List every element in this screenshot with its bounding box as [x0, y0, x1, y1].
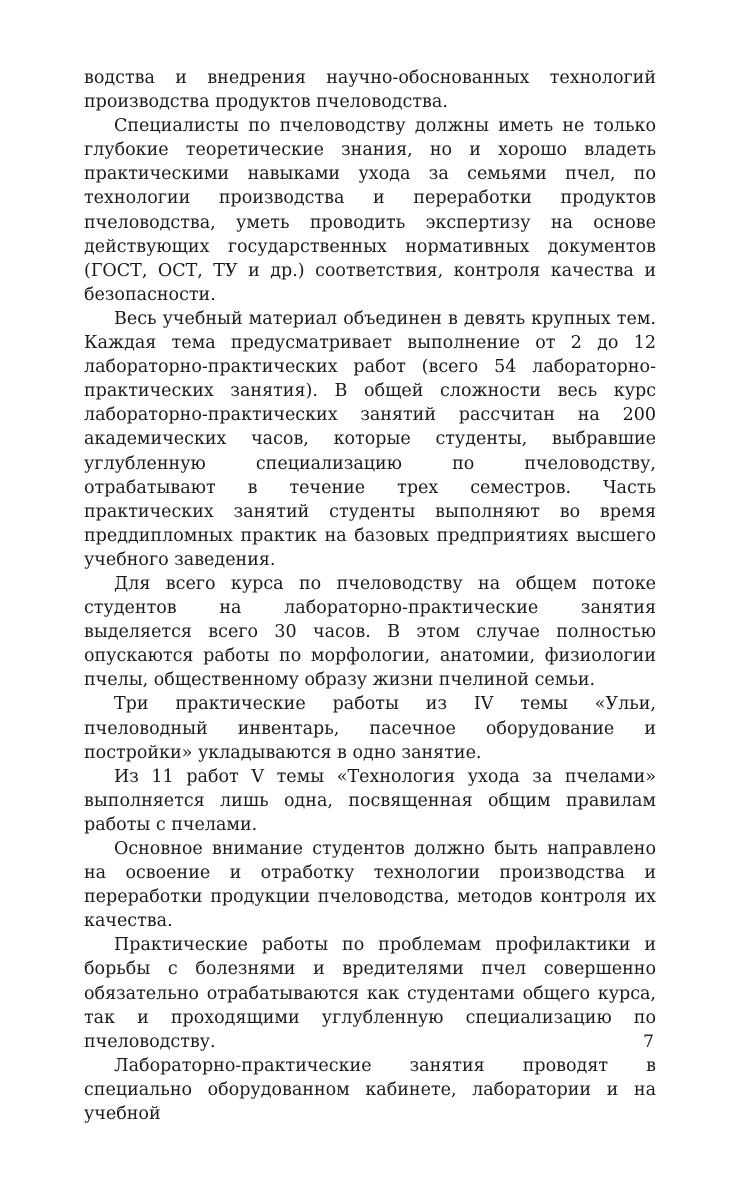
page-number: 7	[643, 1032, 654, 1052]
paragraph-theme-iv: Три практические работы из IV темы «Ульи, пчеловодный инвентарь, пасечное оборудование и постройки» укладываются в одно занятие.	[84, 694, 656, 763]
paragraph-lab-classes: Лабораторно-практические занятия проводят в специально оборудованном кабинете, лаборатории и на учебной	[84, 1055, 656, 1125]
paragraph-course-material: Весь учебный материал объединен в девять крупных тем. Каждая тема предусматривает выполнение от 2 до 12 лабораторно-практических работ (всего 54 лабораторно-практических занятия). В общей сложности весь курс лабораторно-практических занятий рассчитан на 200 академических часов, которые студенты, выбравшие углубленную специализацию по пчеловодству, отрабатывают в течение трех семестров. Часть практических занятий студенты выполняют во время преддипломных практик на базовых предприятиях высшего учебного заведения.	[84, 308, 656, 570]
paragraph-continuation: водства и внедрения научно-обоснованных технологий производства продуктов пчеловодства.	[84, 68, 656, 113]
paragraph-specialists: Специалисты по пчеловодству должны иметь не только глубокие теоретические знания, но и хорошо владеть практическими навыками ухода за семьями пчел, по технологии производства и переработки продуктов пчеловодства, уметь проводить экспертизу на основе действующих государственных нормативных документов (ГОСТ, ОСТ, ТУ и др.) соответствия, контроля качества и безопасности.	[84, 116, 656, 305]
paragraph-theme-v: Из 11 работ V темы «Технология ухода за пчелами» выполняется лишь одна, посвященная общим правилам работы с пчелами.	[84, 766, 656, 835]
paragraph-general-course: Для всего курса по пчеловодству на общем потоке студентов на лабораторно-практические занятия выделяется всего 30 часов. В этом случае полностью опускаются работы по морфологии, анатомии, физиологии пчелы, общественному образу жизни пчелиной семьи.	[84, 573, 656, 691]
page-body	[84, 66, 656, 1126]
paragraph-main-attention: Основное внимание студентов должно быть направлено на освоение и отработку технологии производства и переработки продукции пчеловодства, методов контроля их качества.	[84, 839, 656, 932]
paragraph-disease-prevention: Практические работы по проблемам профилактики и борьбы с болезнями и вредителями пчел совершенно обязательно отрабатываются как студентами общего курса, так и проходящими углубленную специализацию по пчеловодству.	[84, 935, 656, 1052]
